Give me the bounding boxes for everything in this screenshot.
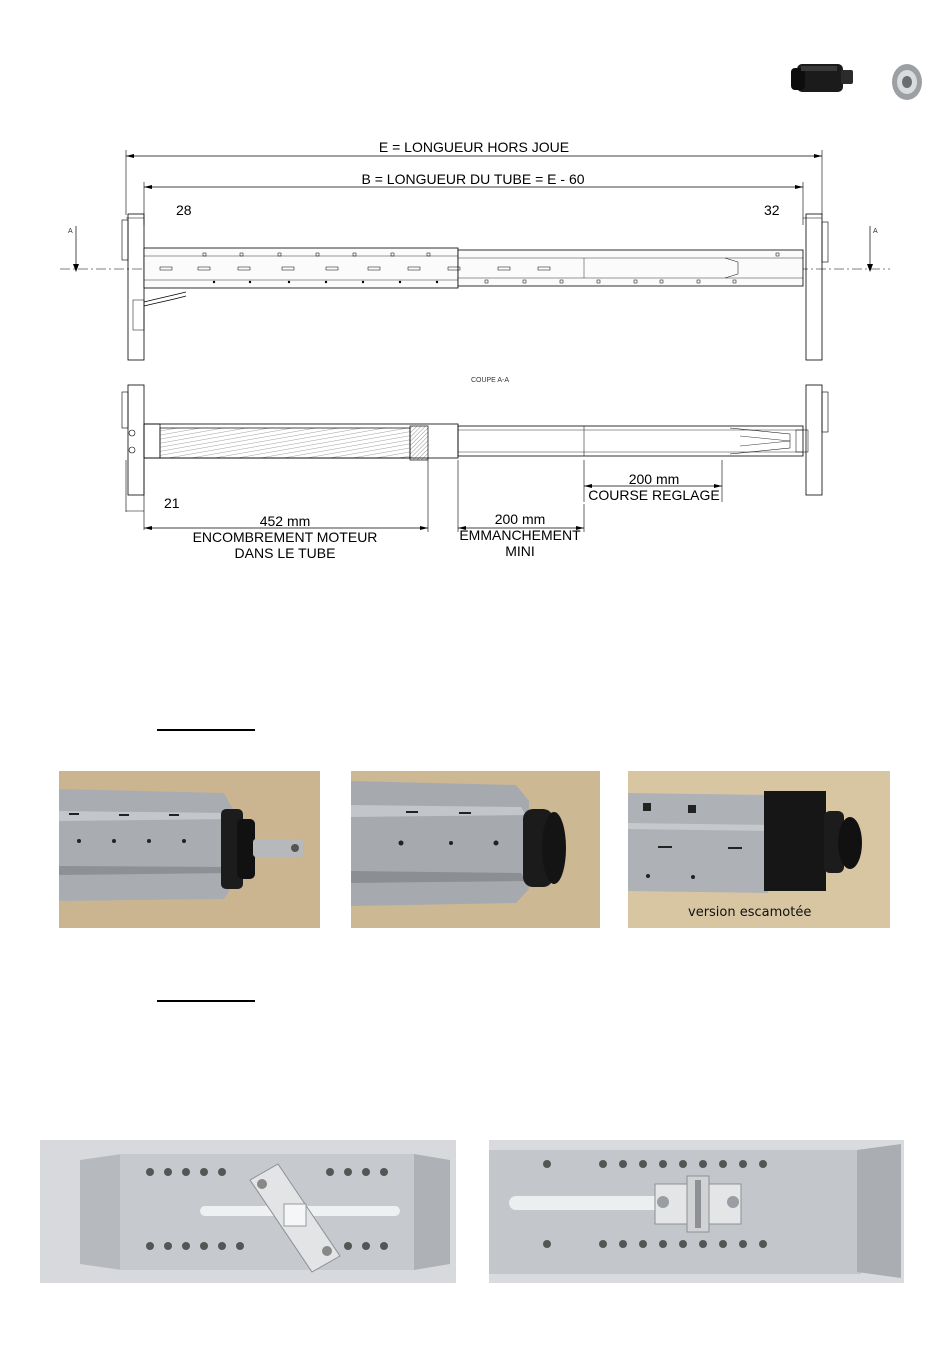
- photo-bracket-straight-clip: [489, 1140, 904, 1283]
- fit-value: 200 mm: [494, 511, 546, 527]
- motor-label-line1: ENCOMBREMENT MOTEUR: [192, 529, 378, 545]
- dimension-b: [144, 171, 803, 225]
- course-label: COURSE REGLAGE: [588, 487, 720, 503]
- photo-tube-with-axle: [59, 771, 320, 928]
- svg-text:A: A: [68, 228, 73, 235]
- course-value: 200 mm: [628, 471, 680, 487]
- product-thumbnail-motor-cap: [787, 50, 857, 102]
- e-length-label: E = LONGUEUR HORS JOUE: [378, 139, 570, 155]
- photo-tube-with-cap: [351, 771, 600, 928]
- tube-top-view: [122, 214, 828, 360]
- dimension-motor: [144, 460, 428, 561]
- left-offset-label: 28: [176, 202, 192, 218]
- technical-drawing: [0, 130, 950, 580]
- motor-value: 452 mm: [259, 513, 311, 529]
- photo-tube-retracted-version: [628, 771, 890, 928]
- svg-text:A: A: [873, 228, 878, 235]
- fit-label-line2: MINI: [505, 543, 535, 559]
- section-underline-1: [157, 729, 255, 731]
- dimension-course: [584, 460, 722, 503]
- dimension-fit: [458, 460, 584, 559]
- section-marker-left: [68, 226, 79, 272]
- photo-bracket-rotated-clip: [40, 1140, 456, 1283]
- fit-label-line1: EMMANCHEMENT: [459, 527, 581, 543]
- section-title: COUPE A-A: [470, 377, 510, 384]
- b-length-label: B = LONGUEUR DU TUBE = E - 60: [361, 171, 585, 187]
- section-underline-2: [157, 1000, 255, 1002]
- section-marker-right: [867, 226, 878, 272]
- right-offset-label: 32: [764, 202, 780, 218]
- product-thumbnail-bearing: [885, 58, 925, 104]
- caption-retracted-version: version escamotée: [688, 905, 812, 920]
- bottom-offset-label: 21: [164, 495, 180, 511]
- motor-label-line2: DANS LE TUBE: [234, 545, 336, 561]
